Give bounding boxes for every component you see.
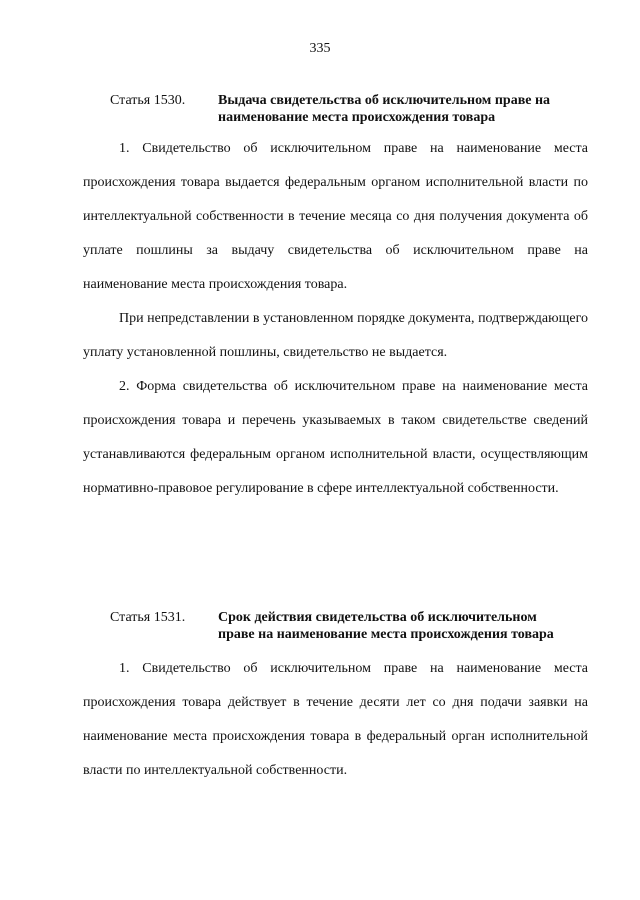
article-1531-body — [83, 652, 588, 788]
article-1531-title-line-1: Срок действия свидетельства об исключительном — [218, 610, 537, 625]
article-1530-paragraph-3: 2. Форма свидетельства об исключительном праве на наименование места происхождения товара и перечень указываемых в таком свидетельстве сведений устанавливаются федеральным органом исполнительной власти, осуществляющим нормативно-правовое регулирование в сфере интеллектуальной собственности. — [83, 379, 588, 496]
page-number: 335 — [309, 41, 331, 56]
article-1530-title-line-2: наименование места происхождения товара — [218, 110, 496, 125]
article-1531-heading — [110, 609, 600, 643]
article-1531-title-line-2: праве на наименование места происхождения товара — [218, 627, 554, 642]
article-1530-number: Статья 1530. — [110, 93, 186, 108]
article-1530-title-line-1: Выдача свидетельства об исключительном праве на — [218, 93, 551, 108]
article-1530-body — [83, 132, 588, 506]
article-1530-paragraph-1: 1. Свидетельство об исключительном праве на наименование места происхождения товара выдается федеральным органом исполнительной власти по интеллектуальной собственности в течение месяца со дня получения документа об уплате пошлины за выдачу свидетельства об исключительном праве на наименование места происхождения товара. — [83, 141, 588, 292]
article-1531-title — [218, 609, 554, 643]
article-1530-title — [218, 92, 550, 126]
article-1530-heading — [110, 92, 600, 126]
article-1531-paragraph-1: 1. Свидетельство об исключительном праве на наименование места происхождения товара действует в течение десяти лет со дня подачи заявки на наименование места происхождения товара в федеральный орган исполнительной власти по интеллектуальной собственности. — [83, 661, 588, 778]
article-1531-number: Статья 1531. — [110, 610, 186, 625]
article-1530-paragraph-2: При непредставлении в установленном порядке документа, подтверждающего уплату установленной пошлины, свидетельство не выдается. — [83, 311, 588, 360]
